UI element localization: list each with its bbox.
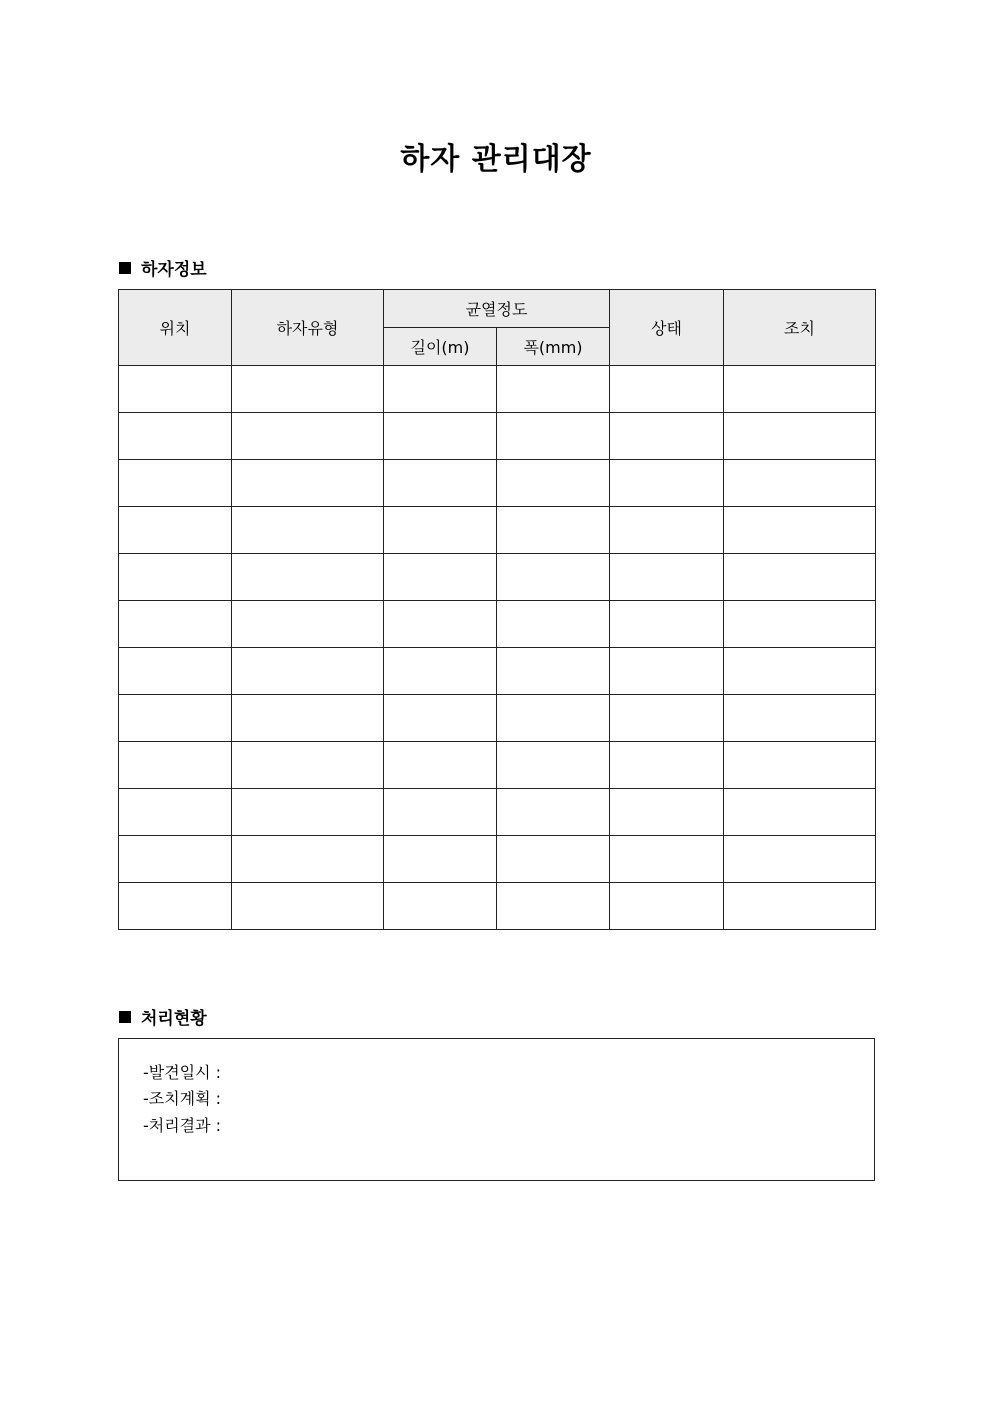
result-label: -처리결과 : — [143, 1116, 222, 1135]
cell-length[interactable] — [384, 460, 497, 507]
cell-state[interactable] — [610, 742, 724, 789]
section-heading-label: 처리현황 — [141, 1009, 207, 1029]
page-title: 하자 관리대장 — [400, 142, 592, 177]
table-row — [119, 836, 876, 883]
processing-status-box — [118, 1038, 875, 1181]
cell-length[interactable] — [384, 836, 497, 883]
cell-length[interactable] — [384, 554, 497, 601]
cell-location[interactable] — [119, 366, 232, 413]
cell-state[interactable] — [610, 789, 724, 836]
cell-location[interactable] — [119, 554, 232, 601]
table-row — [119, 742, 876, 789]
cell-length[interactable] — [384, 413, 497, 460]
header-defect-type: 하자유형 — [232, 290, 384, 366]
table-row — [119, 883, 876, 930]
cell-state[interactable] — [610, 836, 724, 883]
cell-action[interactable] — [724, 366, 876, 413]
cell-length[interactable] — [384, 883, 497, 930]
cell-state[interactable] — [610, 460, 724, 507]
cell-action[interactable] — [724, 507, 876, 554]
cell-width[interactable] — [497, 460, 610, 507]
square-bullet-icon — [119, 262, 131, 274]
cell-action[interactable] — [724, 648, 876, 695]
cell-location[interactable] — [119, 883, 232, 930]
section-heading-status — [119, 1004, 207, 1029]
table-row — [119, 507, 876, 554]
cell-state[interactable] — [610, 366, 724, 413]
cell-width[interactable] — [497, 648, 610, 695]
cell-state[interactable] — [610, 883, 724, 930]
cell-action[interactable] — [724, 554, 876, 601]
cell-action[interactable] — [724, 413, 876, 460]
cell-length[interactable] — [384, 695, 497, 742]
cell-width[interactable] — [497, 554, 610, 601]
table-row — [119, 413, 876, 460]
table-row — [119, 648, 876, 695]
header-width: 폭(mm) — [497, 328, 610, 366]
cell-location[interactable] — [119, 601, 232, 648]
cell-length[interactable] — [384, 742, 497, 789]
header-action: 조치 — [724, 290, 876, 366]
cell-location[interactable] — [119, 648, 232, 695]
square-bullet-icon — [119, 1011, 131, 1023]
table-row — [119, 601, 876, 648]
cell-width[interactable] — [497, 413, 610, 460]
cell-defect-type[interactable] — [232, 836, 384, 883]
cell-width[interactable] — [497, 695, 610, 742]
cell-action[interactable] — [724, 836, 876, 883]
cell-action[interactable] — [724, 789, 876, 836]
cell-width[interactable] — [497, 883, 610, 930]
cell-defect-type[interactable] — [232, 460, 384, 507]
table-row — [119, 460, 876, 507]
section-heading-info — [119, 255, 207, 280]
cell-length[interactable] — [384, 507, 497, 554]
header-crack-degree: 균열정도 — [384, 290, 610, 328]
cell-action[interactable] — [724, 742, 876, 789]
cell-location[interactable] — [119, 695, 232, 742]
cell-action[interactable] — [724, 460, 876, 507]
cell-width[interactable] — [497, 507, 610, 554]
cell-state[interactable] — [610, 648, 724, 695]
cell-location[interactable] — [119, 789, 232, 836]
table-row — [119, 366, 876, 413]
cell-defect-type[interactable] — [232, 742, 384, 789]
cell-defect-type[interactable] — [232, 366, 384, 413]
cell-location[interactable] — [119, 413, 232, 460]
action-plan-label: -조치계획 : — [143, 1089, 222, 1108]
cell-defect-type[interactable] — [232, 883, 384, 930]
cell-state[interactable] — [610, 695, 724, 742]
table-row — [119, 789, 876, 836]
cell-length[interactable] — [384, 601, 497, 648]
cell-location[interactable] — [119, 507, 232, 554]
cell-state[interactable] — [610, 554, 724, 601]
cell-width[interactable] — [497, 366, 610, 413]
cell-length[interactable] — [384, 789, 497, 836]
cell-defect-type[interactable] — [232, 554, 384, 601]
cell-action[interactable] — [724, 883, 876, 930]
cell-width[interactable] — [497, 836, 610, 883]
cell-location[interactable] — [119, 836, 232, 883]
found-date-label: -발견일시 : — [143, 1063, 222, 1082]
cell-length[interactable] — [384, 366, 497, 413]
cell-length[interactable] — [384, 648, 497, 695]
cell-location[interactable] — [119, 460, 232, 507]
cell-state[interactable] — [610, 601, 724, 648]
cell-defect-type[interactable] — [232, 695, 384, 742]
table-row — [119, 554, 876, 601]
cell-width[interactable] — [497, 601, 610, 648]
cell-width[interactable] — [497, 742, 610, 789]
defect-table — [118, 289, 876, 930]
cell-location[interactable] — [119, 742, 232, 789]
cell-width[interactable] — [497, 789, 610, 836]
cell-defect-type[interactable] — [232, 507, 384, 554]
header-length: 길이(m) — [384, 328, 497, 366]
table-row — [119, 695, 876, 742]
header-state: 상태 — [610, 290, 724, 366]
cell-defect-type[interactable] — [232, 648, 384, 695]
cell-action[interactable] — [724, 601, 876, 648]
header-location: 위치 — [119, 290, 232, 366]
cell-defect-type[interactable] — [232, 789, 384, 836]
cell-state[interactable] — [610, 507, 724, 554]
section-heading-label: 하자정보 — [141, 260, 207, 280]
cell-action[interactable] — [724, 695, 876, 742]
cell-defect-type[interactable] — [232, 601, 384, 648]
cell-state[interactable] — [610, 413, 724, 460]
cell-defect-type[interactable] — [232, 413, 384, 460]
